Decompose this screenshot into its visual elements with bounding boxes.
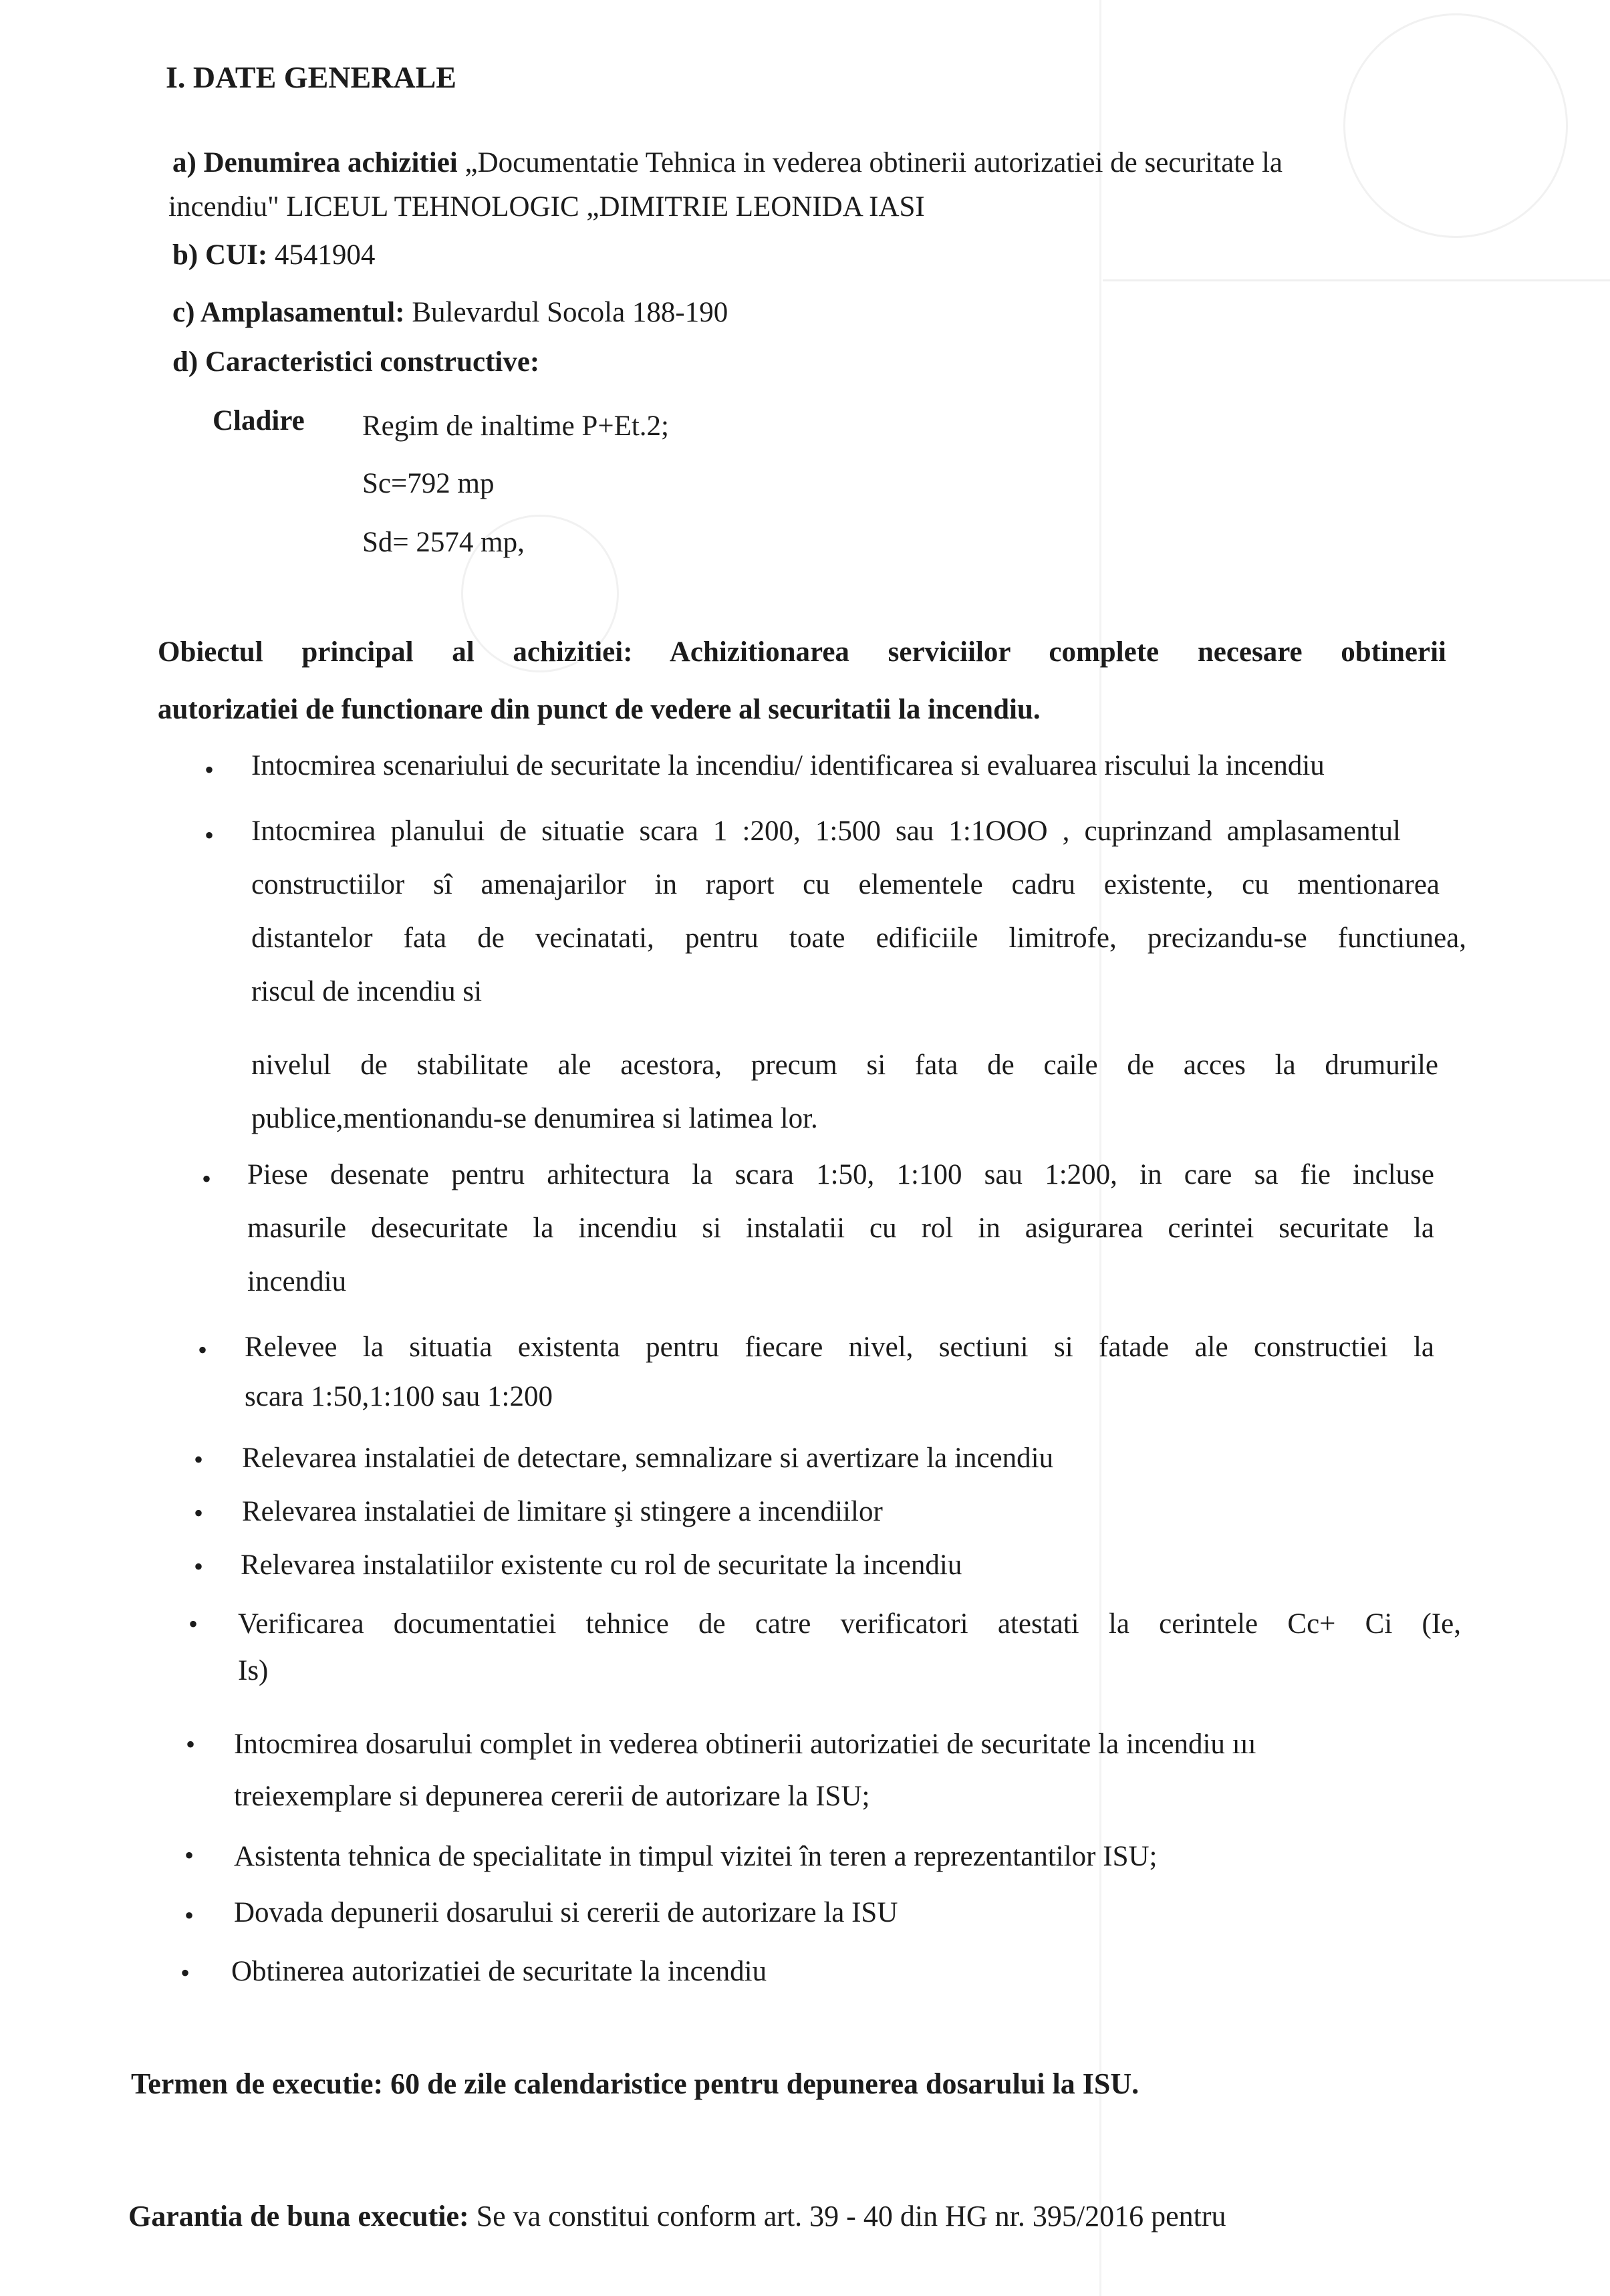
list-item-line: Intocmirea dosarului complet in vederea obtinerii autorizatiei de securitate la incendiu ııı	[234, 1729, 1256, 1760]
bullet-dot: •	[180, 1958, 190, 1988]
garantie-label: Garantia de buna executie:	[128, 2200, 469, 2233]
seal-show-through	[1343, 13, 1568, 238]
bullet-dot: •	[184, 1840, 194, 1870]
bullet-dot: •	[186, 1729, 196, 1759]
bullet-dot: •	[205, 755, 215, 785]
cui-label: b) CUI:	[172, 239, 268, 271]
list-item: Asistenta tehnica de specialitate in timpul vizitei în teren a reprezentantilor ISU;	[234, 1841, 1158, 1872]
amplasament-label: c) Amplasamentul:	[172, 297, 405, 328]
list-item: Relevarea instalatiilor existente cu rol de securitate la incendiu	[241, 1549, 962, 1581]
termen-executie: Termen de executie: 60 de zile calendaristice pentru depunerea dosarului la ISU.	[131, 2067, 1139, 2100]
bullet-dot: •	[198, 1335, 208, 1365]
bullet-dot: •	[188, 1609, 198, 1639]
list-item-line: treiexemplare si depunerea cererii de autorizare la ISU;	[234, 1781, 870, 1812]
obiect-label: Obiectul principal al achizitiei:	[158, 636, 633, 668]
section-title: I. DATE GENERALE	[166, 60, 456, 94]
obiect-value: Achizitionarea serviciilor complete necesare obtinerii	[669, 636, 1446, 668]
list-item: Intocmirea scenariului de securitate la incendiu/ identificarea si evaluarea riscului la incendiu	[251, 750, 1325, 781]
obiect-line-1	[158, 635, 1446, 670]
list-item-line: publice,mentionandu-se denumirea si latimea lor.	[251, 1103, 818, 1134]
list-item-line: riscul de incendiu si	[251, 976, 483, 1007]
bullet-dot: •	[184, 1900, 194, 1930]
denumire-line-1	[172, 146, 1283, 180]
bullet-dot: •	[194, 1551, 204, 1581]
bullet-dot: •	[194, 1444, 204, 1475]
caracteristici-label: d) Caracteristici constructive:	[172, 346, 540, 378]
cui-value: 4541904	[274, 239, 376, 271]
list-item-line: Intocmirea planului de situatie scara 1 :200, 1:500 sau 1:1OOO , cuprinzand amplasamentul	[251, 815, 1401, 847]
list-item: Relevarea instalatiei de detectare, semnalizare si avertizare la incendiu	[242, 1442, 1054, 1474]
garantie-line	[128, 2199, 1226, 2235]
bullet-dot: •	[202, 1164, 212, 1194]
list-item: Relevarea instalatiei de limitare şi stingere a incendiilor	[242, 1496, 883, 1527]
scan-shadow-line	[1103, 279, 1610, 281]
denumire-line-2: incendiu" LICEUL TEHNOLOGIC „DIMITRIE LEONIDA IASI	[168, 191, 925, 223]
list-item-line: Piese desenate pentru arhitectura la scara 1:50, 1:100 sau 1:200, in care sa fie incluse	[247, 1159, 1434, 1190]
list-item-line: masurile desecuritate la incendiu si instalatii cu rol in asigurarea cerintei securitate la	[247, 1213, 1434, 1244]
scan-fold-line	[1099, 0, 1101, 2296]
bullet-dot: •	[205, 820, 215, 850]
list-item-line: constructiilor sî amenajarilor in raport cu elementele cadru existente, cu mentionarea	[251, 869, 1440, 900]
list-item: Obtinerea autorizatiei de securitate la incendiu	[231, 1956, 767, 1987]
obiect-line-2: autorizatiei de functionare din punct de vedere al securitatii la incendiu.	[158, 694, 1041, 725]
list-item-line: Verificarea documentatiei tehnice de catre verificatori atestati la cerintele Cc+ Ci (Ie,	[238, 1608, 1461, 1640]
list-item-line: nivelul de stabilitate ale acestora, precum si fata de caile de acces la drumurile	[251, 1049, 1438, 1081]
list-item-line: incendiu	[247, 1266, 347, 1297]
list-item-line: scara 1:50,1:100 sau 1:200	[245, 1381, 553, 1412]
denumire-label: a) Denumirea achizitiei	[172, 147, 458, 178]
cui-line	[172, 238, 375, 273]
denumire-value-1: „Documentatie Tehnica in vederea obtinerii autorizatiei de securitate la	[464, 147, 1283, 178]
list-item: Dovada depunerii dosarului si cererii de autorizare la ISU	[234, 1897, 898, 1928]
amplasament-line	[172, 295, 728, 330]
garantie-value: Se va constitui conform art. 39 - 40 din HG nr. 395/2016 pentru	[476, 2200, 1226, 2233]
amplasament-value: Bulevardul Socola 188-190	[412, 297, 728, 328]
regim-inaltime: Regim de inaltime P+Et.2;	[362, 410, 669, 442]
list-item-line: distantelor fata de vecinatati, pentru toate edificiile limitrofe, precizandu-se functiunea,	[251, 922, 1466, 954]
list-item-line: Relevee la situatia existenta pentru fiecare nivel, sectiuni si fatade ale constructiei la	[245, 1331, 1434, 1363]
suprafata-construita: Sc=792 mp	[362, 468, 495, 499]
suprafata-desfasurata: Sd= 2574 mp,	[362, 527, 525, 558]
list-item-line: Is)	[238, 1655, 269, 1686]
cladire-label: Cladire	[213, 405, 305, 436]
bullet-dot: •	[194, 1498, 204, 1528]
